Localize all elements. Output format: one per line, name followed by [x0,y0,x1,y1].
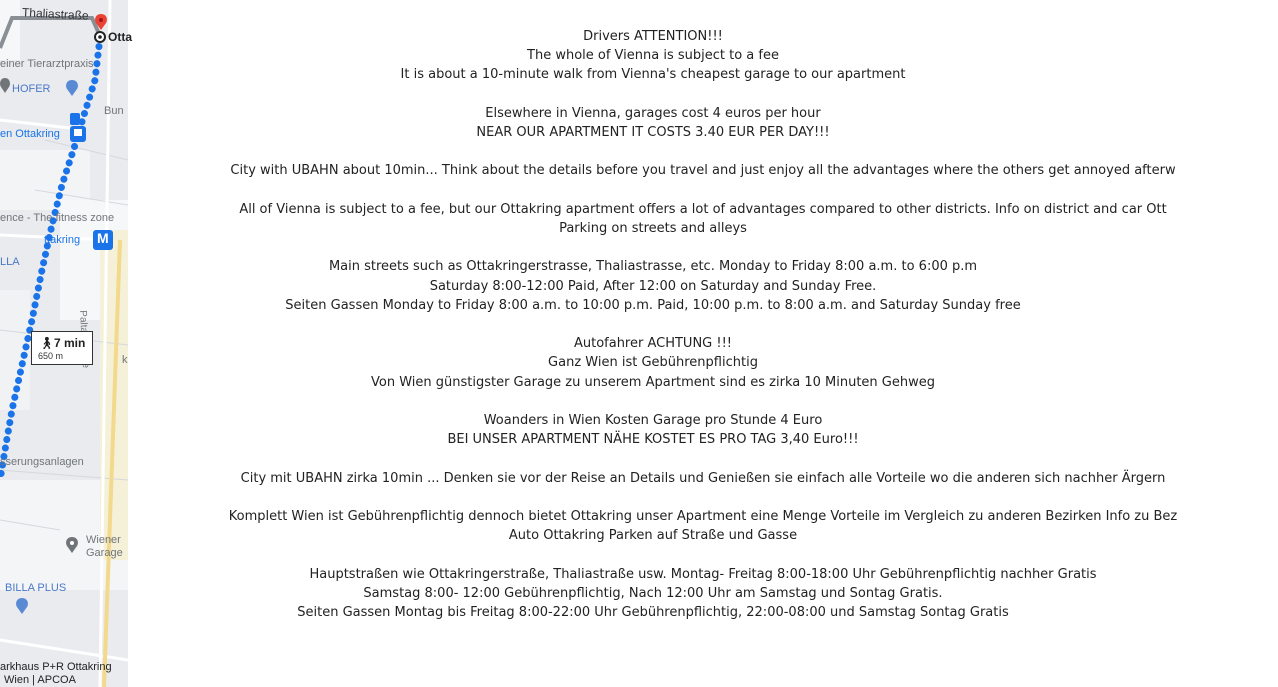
text-line: BEI UNSER APARTMENT NÄHE KOSTET ES PRO TAG 3,40 Euro!!! [447,432,859,448]
ubahn-ottakring-label[interactable]: ttakring [44,234,81,246]
text-line: Drivers ATTENTION!!! [583,29,723,44]
poi-billa-plus-label[interactable]: BILLA PLUS [5,582,67,594]
text-line: Seiten Gassen Monday to Friday 8:00 a.m. to 10:00 p.m. Paid, 10:00 p.m. to 8:00 a.m. and Saturday Sunday free [285,297,1021,313]
metro-icon[interactable]: M [97,230,109,246]
poi-billa-label[interactable]: LLA [0,256,20,268]
text-line: The whole of Vienna is subject to a fee [527,48,779,64]
poi-hofer-label[interactable]: HOFER [12,83,51,95]
destination-label[interactable]: Otta [108,30,132,44]
text-line: Von Wien günstigster Garage zu unserem Apartment sind es zirka 10 Minuten Gehweg [370,374,935,390]
text-line: Seiten Gassen Montag bis Freitag 8:00-22:00 Uhr Gebührenpflichtig, 22:00-08:00 und Samstag Sontag Gratis [297,605,1009,620]
poi-parkhaus-operator-label[interactable]: Wien | APCOA [4,674,76,686]
walking-time: 7 min [54,336,86,350]
text-line: Saturday 8:00-12:00 Paid, After 12:00 on Saturday and Sunday Free. [429,278,877,294]
text-line: Autofahrer ACHTUNG !!! [573,336,733,352]
text-line: City mit UBAHN zirka 10min ... Denken sie vor der Reise an Details und Genießen sie einfach alle Vorteile wo die anderen sich nachher Ärgern [240,470,1166,486]
poi-wiener-label[interactable]: Wiener [86,534,121,546]
poi-fitness-label[interactable]: ence - The fitness zone [0,212,115,224]
text-line: City with UBAHN about 10min... Think about the details before you travel and just enjoy all the advantages where the others get annoyed afterw [230,163,1176,179]
poi-vet-label[interactable]: einer Tierarztpraxis [0,58,94,70]
text-line: NEAR OUR APARTMENT IT COSTS 3.40 EUR PER DAY!!! [476,125,830,140]
poi-wasser-label[interactable]: sserungsanlagen [0,456,84,468]
poi-bun-label: Bun [104,105,124,117]
walking-time-box[interactable] [31,331,93,365]
text-line: Komplett Wien ist Gebührenpflichtig dennoch bietet Ottakring unser Apartment eine Menge Vorteile im Vergleich zu anderen Bezirken Info zu Bez [228,509,1178,524]
station-label[interactable]: en Ottakring [0,128,60,140]
parking-info-text [128,0,1178,687]
walking-distance: 650 m [38,351,64,361]
text-line: Hauptstraßen wie Ottakringerstraße, Thaliastraße usw. Montag- Freitag 8:00-18:00 Uhr Gebührenpflichtig nachher Gratis [309,566,1097,582]
map-fragment-label: k [122,354,128,366]
text-line: Elsewhere in Vienna, garages cost 4 euros per hour [485,105,821,121]
text-line: All of Vienna is subject to a fee, but our Ottakring apartment offers a lot of advantages compared to other districts. Info on district and car Ott [239,201,1167,217]
text-line: Woanders in Wien Kosten Garage pro Stunde 4 Euro [483,413,823,428]
poi-garage-label[interactable]: Garage [86,547,123,559]
route-map[interactable] [0,0,132,687]
street-label-thaliastrasse: Thaliastraße [21,5,90,23]
text-line: Samstag 8:00- 12:00 Gebührenpflichtig, Nach 12:00 Uhr am Samstag und Sontag Gratis. [363,585,943,601]
text-line: Main streets such as Ottakringerstrasse, Thaliastrasse, etc. Monday to Friday 8:00 a.m. to 6:00 p.m [328,259,978,275]
text-line: Ganz Wien ist Gebührenpflichtig [548,355,758,371]
text-line: Parking on streets and alleys [559,221,747,236]
walking-person-icon: 🚶︎ [39,336,55,350]
text-line: Auto Ottakring Parken auf Straße und Gasse [508,528,798,544]
poi-parkhaus-label[interactable]: arkhaus P+R Ottakring [0,661,112,673]
text-line: It is about a 10-minute walk from Vienna's cheapest garage to our apartment [400,67,906,83]
